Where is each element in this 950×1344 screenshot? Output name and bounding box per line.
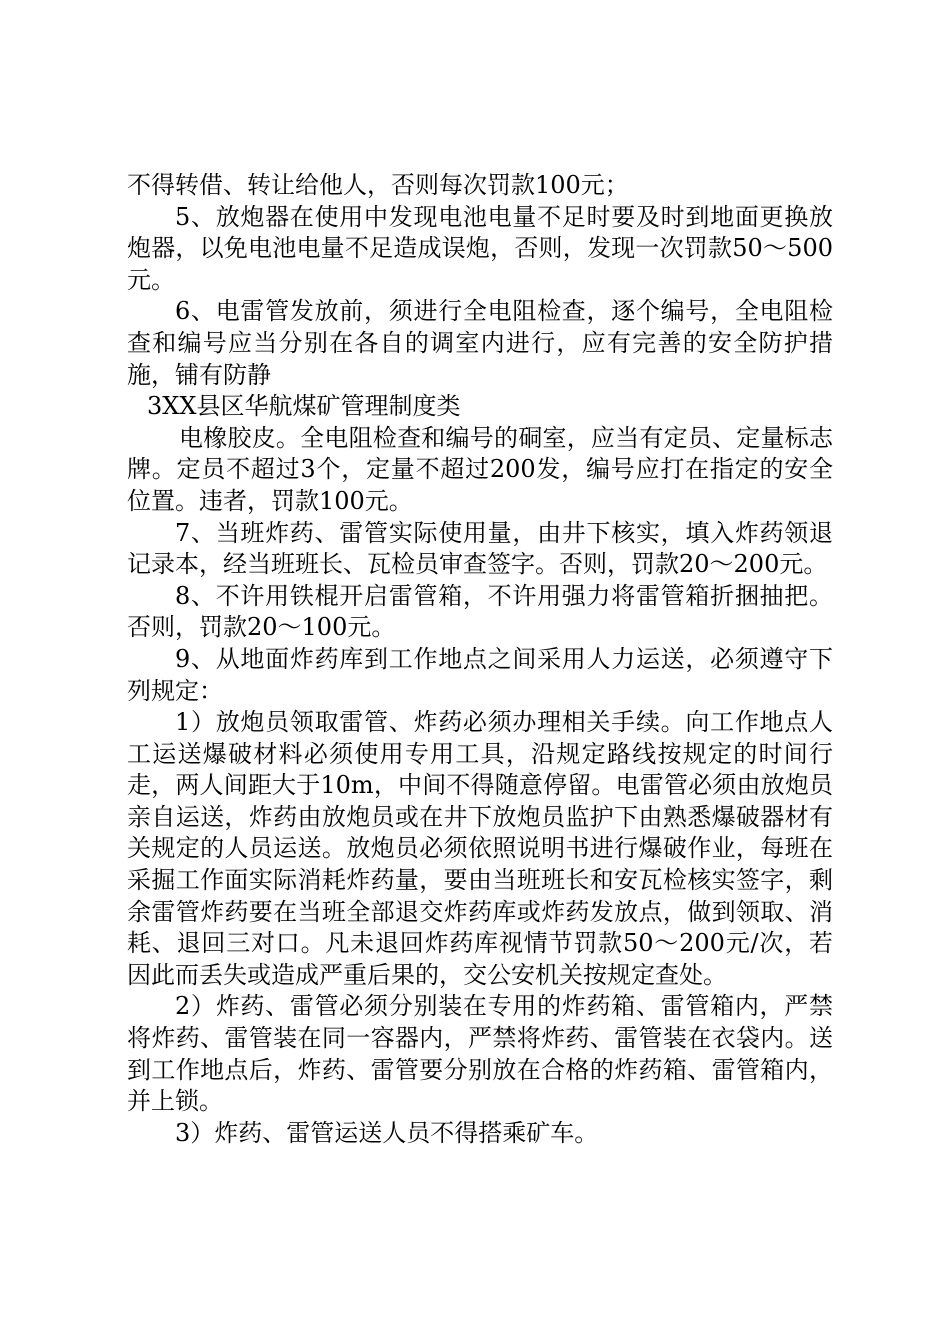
paragraph-subitem-3: 3）炸药、雷管运送人员不得搭乘矿车。 xyxy=(175,1118,599,1147)
document-page xyxy=(127,170,833,1149)
page-header-text: 3XX县区华航煤矿管理制度类 xyxy=(147,392,461,421)
paragraph-item-7: 7、当班炸药、雷管实际使用量，由井下核实，填入炸药领退记录本，经当班班长、瓦检员审查签字。否则，罚款20～200元。 xyxy=(127,518,833,579)
paragraph-item-8: 8、不许用铁棍开启雷管箱，不许用强力将雷管箱折捆抽把。否则，罚款20～100元。 xyxy=(127,581,833,642)
paragraph-item-6: 6、电雷管发放前，须进行全电阻检查，逐个编号，全电阻检查和编号应当分别在各自的调室内进行，应有完善的安全防护措施，铺有防静 xyxy=(127,297,833,389)
paragraph-item-9: 9、从地面炸药库到工作地点之间采用人力运送，必须遵守下列规定： xyxy=(127,644,833,705)
paragraph-continuation: 不得转借、转让给他人，否则每次罚款100元； xyxy=(127,171,629,199)
paragraph-item-5: 5、放炮器在使用中发现电池电量不足时要及时到地面更换放炮器，以免电池电量不足造成误炮，否则，发现一次罚款50～500元。 xyxy=(127,202,833,294)
paragraph-subitem-2: 2）炸药、雷管必须分别装在专用的炸药箱、雷管箱内，严禁将炸药、雷管装在同一容器内，严禁将炸药、雷管装在衣袋内。送到工作地点后，炸药、雷管要分别放在合格的炸药箱、雷管箱内，并上锁。 xyxy=(127,992,833,1116)
paragraph-item-6-continued: 电橡胶皮。全电阻检查和编号的硐室，应当有定员、定量标志牌。定员不超过3个，定量不超过200发，编号应打在指定的安全位置。违者，罚款100元。 xyxy=(127,423,833,515)
paragraph-subitem-1: 1）放炮员领取雷管、炸药必须办理相关手续。向工作地点人工运送爆破材料必须使用专用工具，沿规定路线按规定的时间行走，两人间距大于10m，中间不得随意停留。电雷管必须由放炮员亲自运送，炸药由放炮员或在井下放炮员监护下由熟悉爆破器材有关规定的人员运送。放炮员必须依照说明书进行爆破作业，每班在采掘工作面实际消耗炸药量，要由当班班长和安瓦检核实签字，剩余雷管炸药要在当班全部退交炸药库或炸药发放点，做到领取、消耗、退回三对口。凡未退回炸药库视情节罚款50～200元/次，若因此而丢失或造成严重后果的，交公安机关按规定查处。 xyxy=(127,708,833,989)
